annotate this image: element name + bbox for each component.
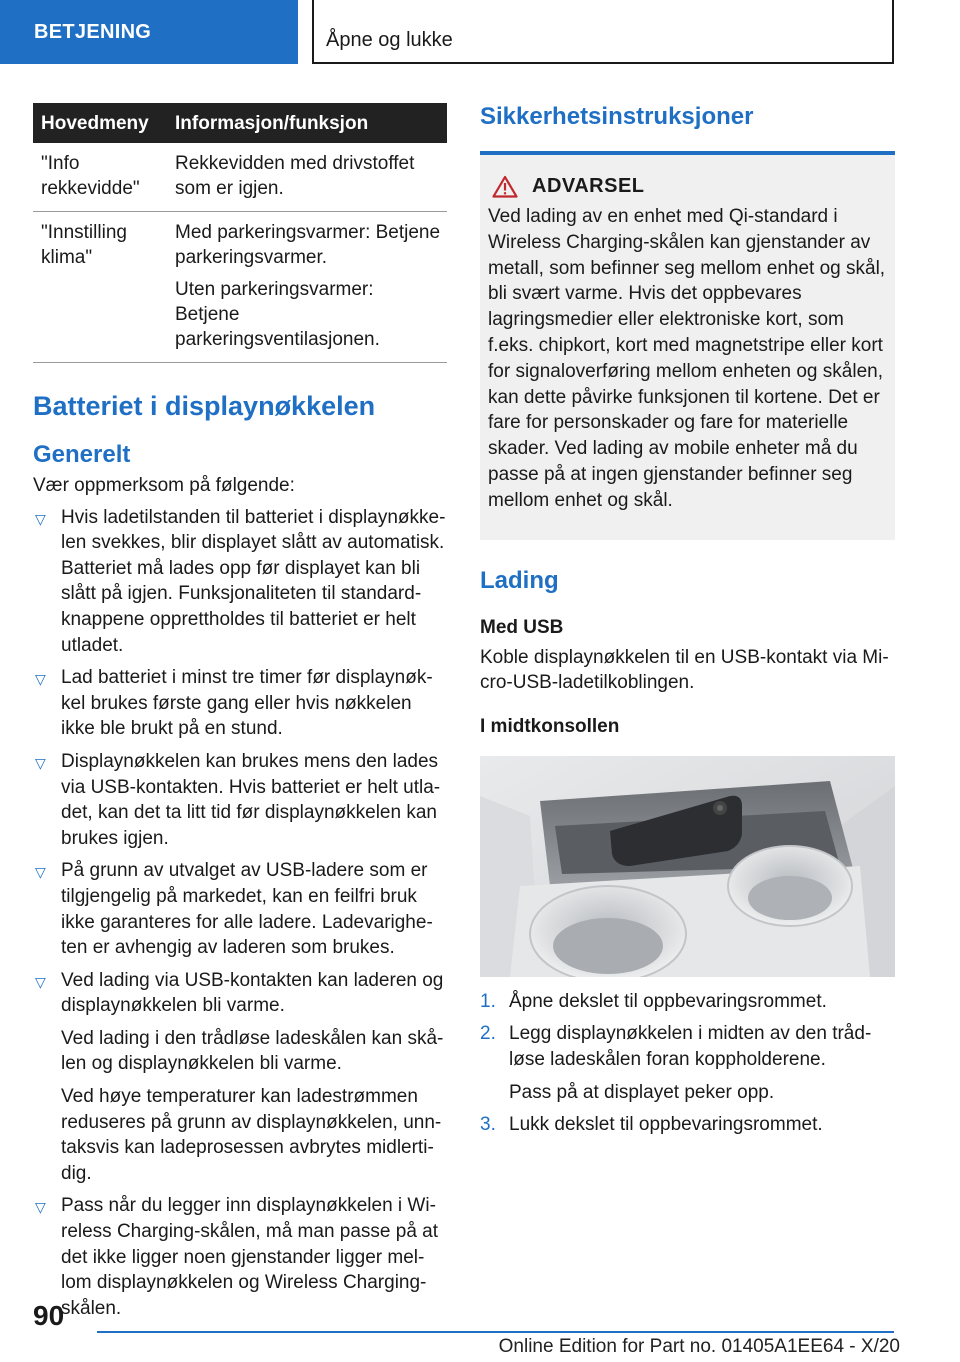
list-item-text: Displaynøkkelen kan brukes mens den lades via USB-kontakten. Hvis batteriet er helt utladet, kan det ta litt tid før displaynøkkelen kan brukes igjen. — [61, 750, 441, 849]
usb-text: Koble displaynøkkelen til en USB-kontakt via Micro-USB-ladetilkoblingen. — [480, 646, 889, 694]
table-cell-info — [167, 143, 447, 212]
list-item-text: Pass når du legger inn displaynøkkelen i Wireless Charging-skålen, må man passe på at det ikke ligger noen gjenstander ligger mellom displaynøkkelen og Wireless Charging-skålen. — [61, 1195, 439, 1319]
menu-info-table — [33, 103, 447, 363]
step-number: 1. — [480, 990, 496, 1012]
list-item-text: Ved høye temperaturer kan ladestrømmen reduseres på grunn av displaynøkkelen, unntaksvis kan ladeprosessen avbrytes midlertidig. — [61, 1086, 442, 1184]
list-item — [33, 968, 447, 1187]
warning-triangle-icon — [492, 175, 518, 198]
table-header-menu: Hovedmeny — [33, 103, 167, 143]
list-item — [33, 1193, 447, 1321]
battery-heading: Batteriet i displaynøkkelen — [33, 391, 376, 421]
step-number: 2. — [480, 1023, 496, 1045]
list-item-text: På grunn av utvalget av USB-ladere som er tilgjengelig på markedet, kan en feilfri bruk ikke garanteres for alle ladere. Ladevarigheten er avhengig av laderen som brukes. — [61, 860, 433, 959]
step-text: Pass på at displayet peker opp. — [509, 1081, 775, 1103]
triangle-bullet-icon: ▽ — [35, 973, 46, 990]
step-text: Lukk dekslet til oppbevaringsrommet. — [509, 1114, 823, 1136]
table-cell-menu: "Info rekkevidde" — [33, 143, 167, 212]
warning-text: Ved lading av en enhet med Qi-standard i Wireless Charging-skålen kan gjenstander av metall, som befinner seg mellom enhet og skål, bli svært varme. Hvis det oppbevares lagringsmedier eller elektroniske kort, som f.eks. chipkort, kort med magnetstripe eller kort for signaloverføring mellom enheten og skålen, kan dette påvirke funksjonen til kortene. Det er fare for personskader og fare for materielle skader. Ved lading av mobile enheter må du passe på at ingen gjenstander befinner seg mellom enhet og skål. — [488, 206, 886, 511]
list-item — [33, 505, 447, 659]
list-item-text: Lad batteriet i minst tre timer før displaynøkkel brukes første gang eller hvis nøkkelen ikke ble brukt på en stund. — [61, 667, 433, 740]
chapter-title: Åpne og lukke — [312, 0, 894, 64]
intro-text: Vær oppmerksom på følgende: — [33, 475, 295, 496]
warning-header — [488, 175, 887, 198]
section-tab: BETJENING — [0, 0, 298, 64]
list-item — [480, 1021, 895, 1105]
triangle-bullet-icon: ▽ — [35, 671, 46, 688]
table-cell-menu: "Innstilling klima" — [33, 212, 167, 363]
list-item-text: Hvis ladetilstanden til batteriet i displaynøkkelen svekkes, blir displayet slått av automatisk. Batteriet må lades opp før displayet kan bli slått på igjen. Funksjonaliteten til standardknappene opprettholdes til batteriet er helt utladet. — [61, 506, 446, 656]
list-item — [33, 749, 447, 851]
page-number: 90 — [33, 1300, 65, 1331]
triangle-bullet-icon: ▽ — [35, 754, 46, 771]
warning-label: ADVARSEL — [532, 175, 645, 197]
list-item — [480, 989, 895, 1015]
center-console-photo — [480, 756, 895, 977]
table-cell-text: Uten parkeringsvarmer: Betjene parkeringsventilasjonen. — [175, 279, 380, 350]
list-item — [480, 1112, 895, 1138]
table-row — [33, 143, 447, 212]
edition-footer: Online Edition for Part no. 01405A1EE64 - X/20 — [498, 1336, 900, 1357]
list-item-text: Ved lading i den trådløse ladeskålen kan skålen og displaynøkkelen bli varme. — [61, 1027, 444, 1075]
usb-subheading: Med USB — [480, 616, 564, 638]
triangle-bullet-icon: ▽ — [35, 1199, 46, 1216]
right-column — [480, 100, 895, 1145]
step-text: Legg displaynøkkelen i midten av den trådløse ladeskålen foran koppholderene. — [509, 1023, 872, 1070]
warning-box — [480, 151, 895, 540]
step-number: 3. — [480, 1114, 496, 1136]
charging-steps-list — [480, 989, 895, 1138]
table-row — [33, 212, 447, 363]
table-header-info: Informasjon/funksjon — [167, 103, 447, 143]
table-cell-text: Med parkeringsvarmer: Betjene parkeringsvarmer. — [175, 222, 441, 268]
footer-divider — [97, 1331, 894, 1333]
left-column — [33, 103, 447, 1328]
charging-heading: Lading — [480, 566, 559, 594]
battery-notes-list — [33, 505, 447, 1322]
list-item — [33, 858, 447, 960]
list-item-text: Ved lading via USB-kontakten kan laderen og displaynøkkelen bli varme. — [61, 969, 444, 1017]
console-subheading: I midtkonsollen — [480, 715, 620, 737]
triangle-bullet-icon: ▽ — [35, 864, 46, 881]
general-heading: Generelt — [33, 441, 131, 468]
safety-heading: Sikkerhetsinstruksjoner — [480, 103, 754, 130]
table-cell-info — [167, 212, 447, 363]
list-item — [33, 665, 447, 742]
step-text: Åpne dekslet til oppbevaringsrommet. — [509, 990, 827, 1012]
table-cell-text: Rekkevidden med drivstoffet som er igjen. — [175, 153, 415, 199]
triangle-bullet-icon: ▽ — [35, 510, 46, 527]
